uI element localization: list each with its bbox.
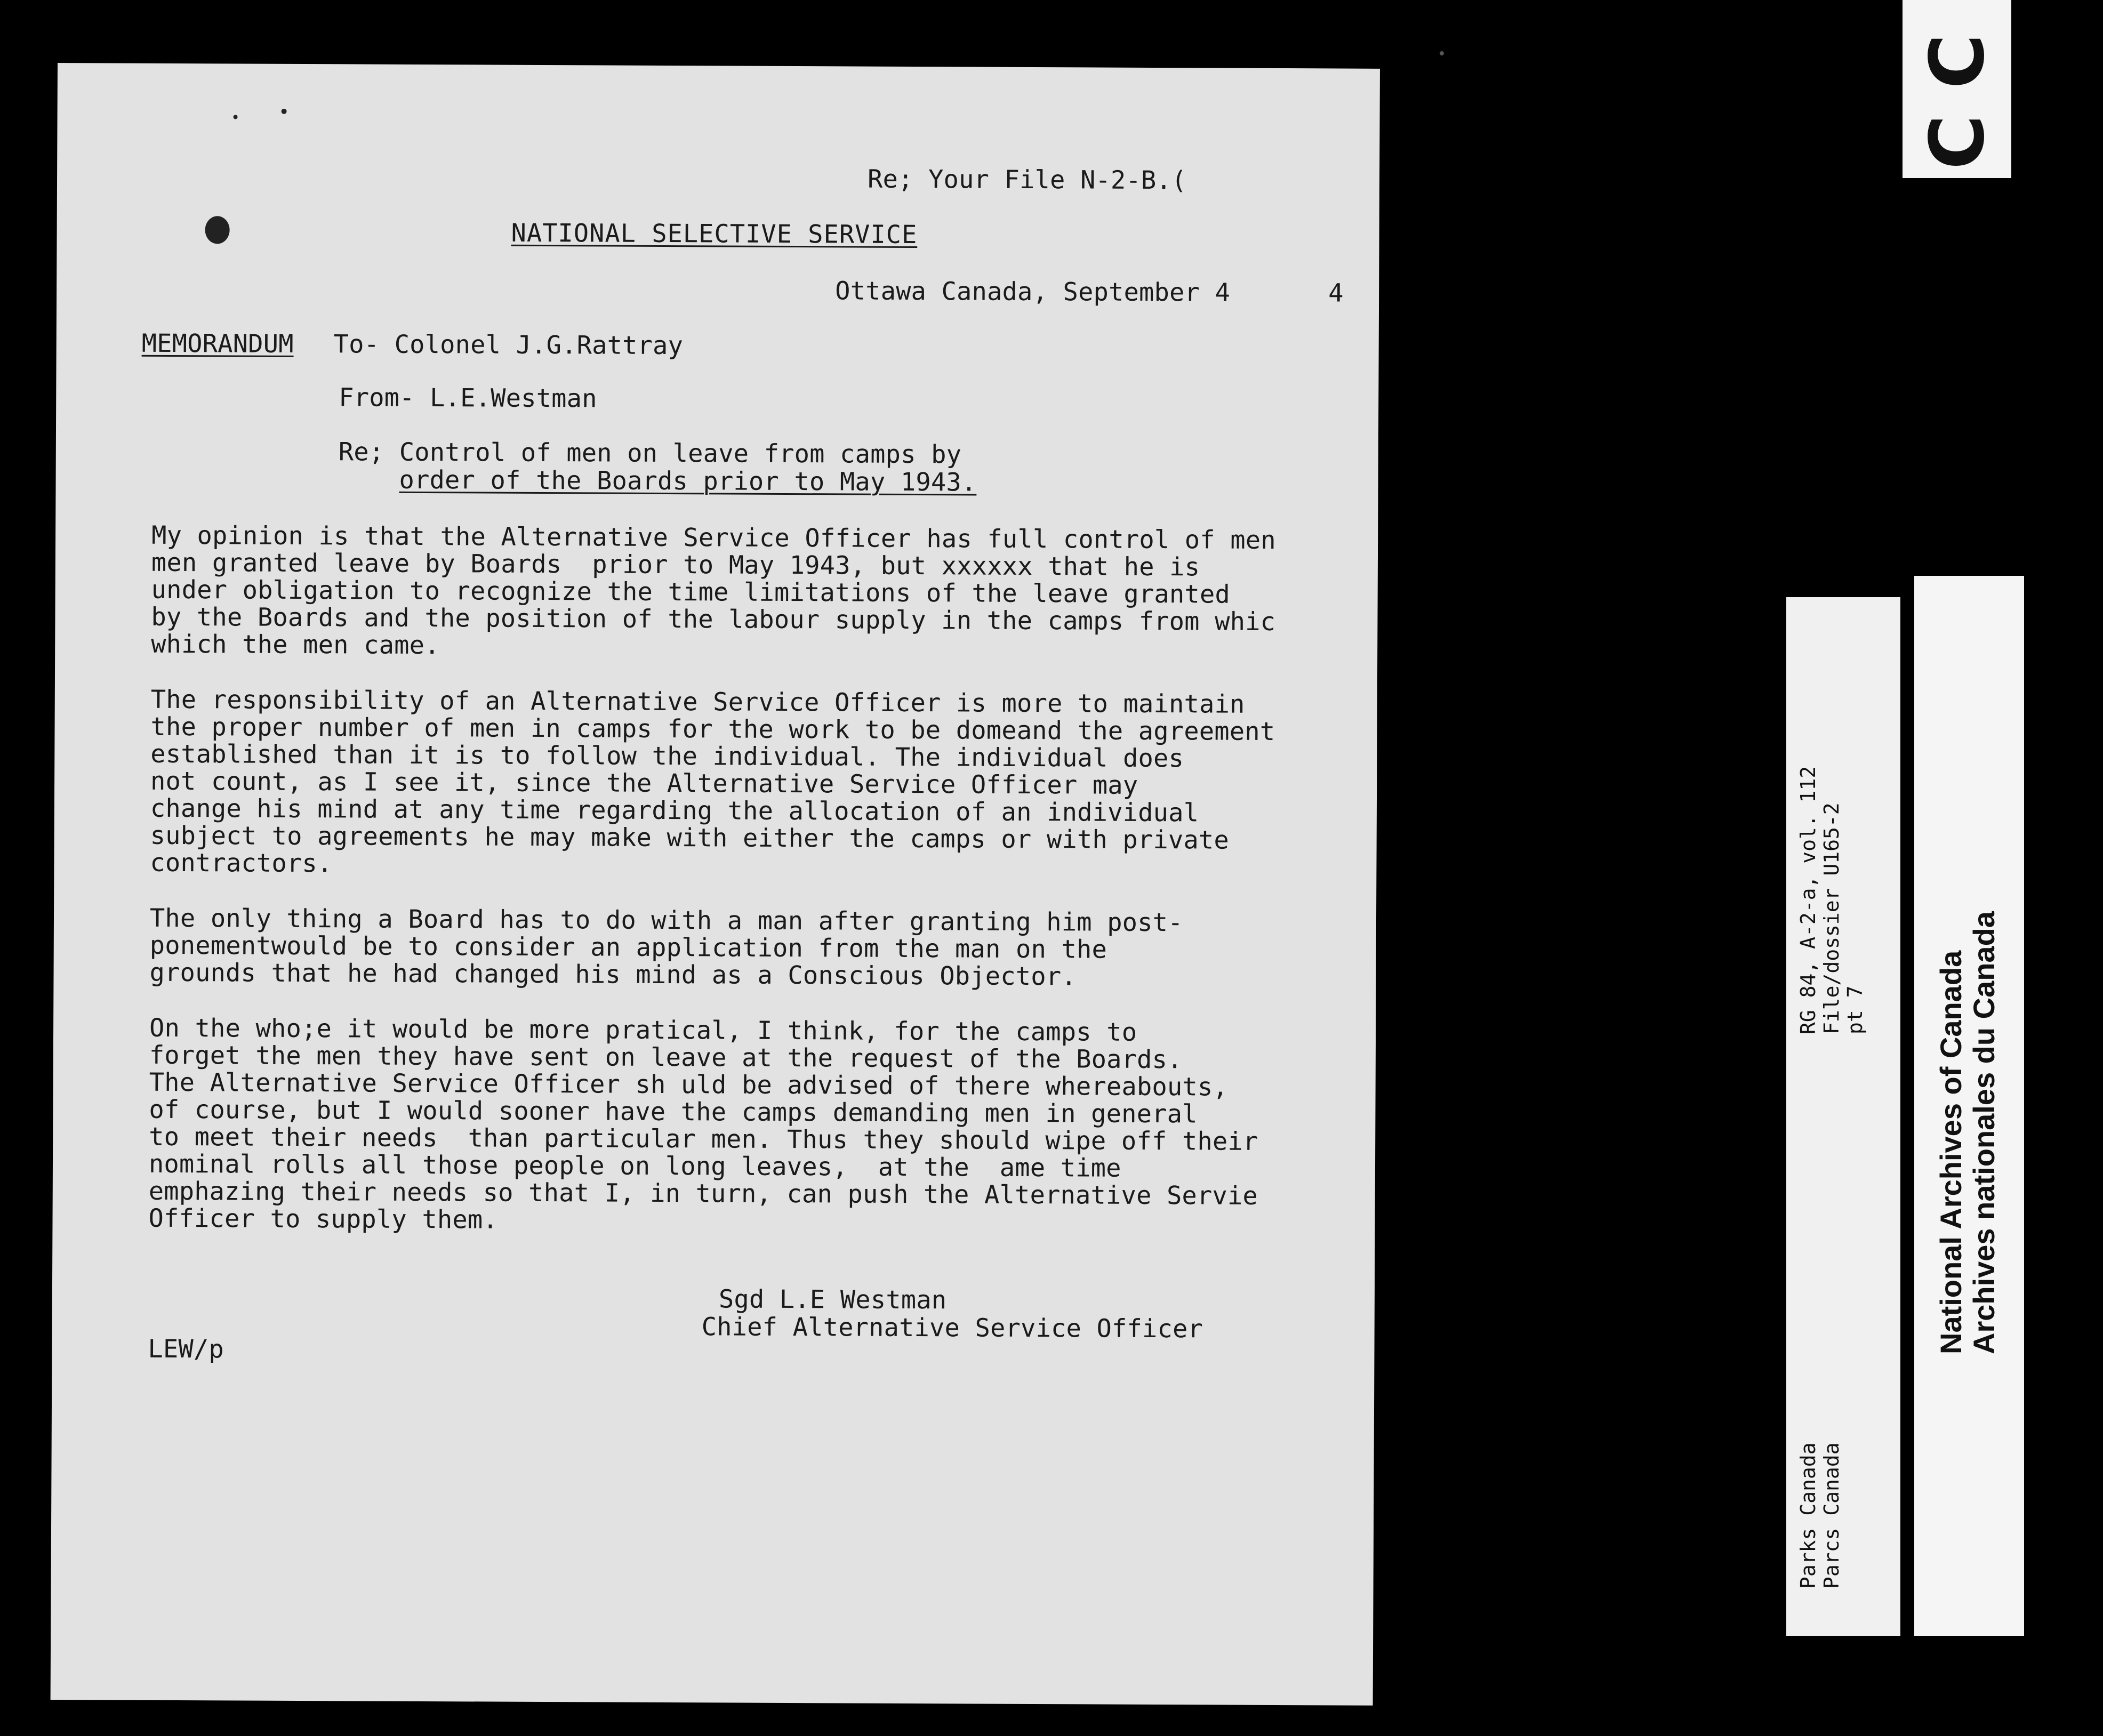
paragraph-line: to meet their needs than particular men. Thus they should wipe off their xyxy=(149,1122,1258,1156)
paragraph-line: by the Boards and the position of the labour supply in the camps from whic xyxy=(151,602,1276,637)
paragraph-line: subject to agreements he may make with either the camps or with private xyxy=(150,821,1230,855)
paragraph-line: men granted leave by Boards prior to May 1943, but xxxxxx that he is xyxy=(151,548,1200,582)
signature-name: Sgd L.E Westman xyxy=(718,1284,947,1315)
paragraph-line: Officer to supply them. xyxy=(148,1203,499,1235)
memo-subject-line-1: Re; Control of men on leave from camps by xyxy=(338,437,962,470)
memo-subject-line-2: order of the Boards prior to May 1943. xyxy=(399,465,977,497)
paragraph-line: emphazing their needs so that I, in turn, can push the Alternative Servie xyxy=(148,1176,1258,1211)
speck xyxy=(1440,51,1444,55)
paragraph-line: established than it is to follow the individual. The individual does xyxy=(150,739,1184,774)
archive-reference-label xyxy=(1786,597,1900,1636)
paragraph-line: the proper number of men in camps for the work to be domeand the agreement xyxy=(150,712,1275,746)
archives-name-label xyxy=(1914,576,2024,1636)
speck xyxy=(282,109,287,114)
paragraph-line: under obligation to recognize the time limitations of the leave granted xyxy=(151,575,1231,609)
archives-name-fr: Archives nationales du Canada xyxy=(1967,911,2001,1354)
signature-title: Chief Alternative Service Officer xyxy=(701,1312,1203,1344)
memo-from: From- L.E.Westman xyxy=(339,383,597,414)
paragraph-line: of course, but I would sooner have the camps demanding men in general xyxy=(149,1095,1198,1129)
paragraph-line: forget the men they have sent on leave at the request of the Boards. xyxy=(149,1040,1183,1075)
paragraph-line: nominal rolls all those people on long leaves, at the ame time xyxy=(148,1149,1121,1183)
archive-reference-1: RG 84, A-2-a, vol. 112 xyxy=(1796,766,1820,1034)
paragraph-line: ponementwould be to consider an application from the man on the xyxy=(149,930,1107,965)
agency-name-en: Parks Canada xyxy=(1796,1442,1820,1589)
paragraph-line: The Alternative Service Officer sh uld be advised of there whereabouts, xyxy=(149,1067,1229,1102)
reel-marker-text: C C xyxy=(1914,34,2001,170)
paragraph-line: On the who;e it would be more pratical, I think, for the camps to xyxy=(149,1013,1137,1047)
file-reference: Re; Your File N-2-B.( xyxy=(867,164,1187,196)
agency-name-fr: Parcs Canada xyxy=(1820,1442,1843,1589)
paragraph-line: grounds that he had changed his mind as a Conscious Objector. xyxy=(149,958,1077,992)
archive-reference-2: File/dossier U165-2 xyxy=(1820,802,1843,1034)
archive-reference-3: pt 7 xyxy=(1843,985,1867,1034)
paragraph-line: which the men came. xyxy=(151,629,440,661)
typist-initials: LEW/p xyxy=(148,1334,224,1364)
agency-heading: NATIONAL SELECTIVE SERVICE xyxy=(511,218,918,250)
paragraph-line: The only thing a Board has to do with a man after granting him post- xyxy=(149,903,1183,938)
speck xyxy=(234,115,238,119)
place-date: Ottawa Canada, September 4 xyxy=(835,276,1231,308)
paragraph-line: My opinion is that the Alternative Service Officer has full control of men xyxy=(151,520,1276,555)
punch-mark xyxy=(205,216,230,244)
place-date-year: 4 xyxy=(1328,278,1344,308)
paragraph-line: change his mind at any time regarding the allocation of an individual xyxy=(150,793,1199,828)
memo-to: To- Colonel J.G.Rattray xyxy=(333,329,684,361)
memo-page xyxy=(51,63,1380,1706)
archives-name-en: National Archives of Canada xyxy=(1934,950,1968,1354)
paragraph-line: not count, as I see it, since the Alternative Service Officer may xyxy=(150,766,1138,800)
paragraph-line: The responsibility of an Alternative Service Officer is more to maintain xyxy=(150,685,1245,719)
paragraph-line: contractors. xyxy=(150,848,333,879)
memo-label: MEMORANDUM xyxy=(141,328,294,359)
